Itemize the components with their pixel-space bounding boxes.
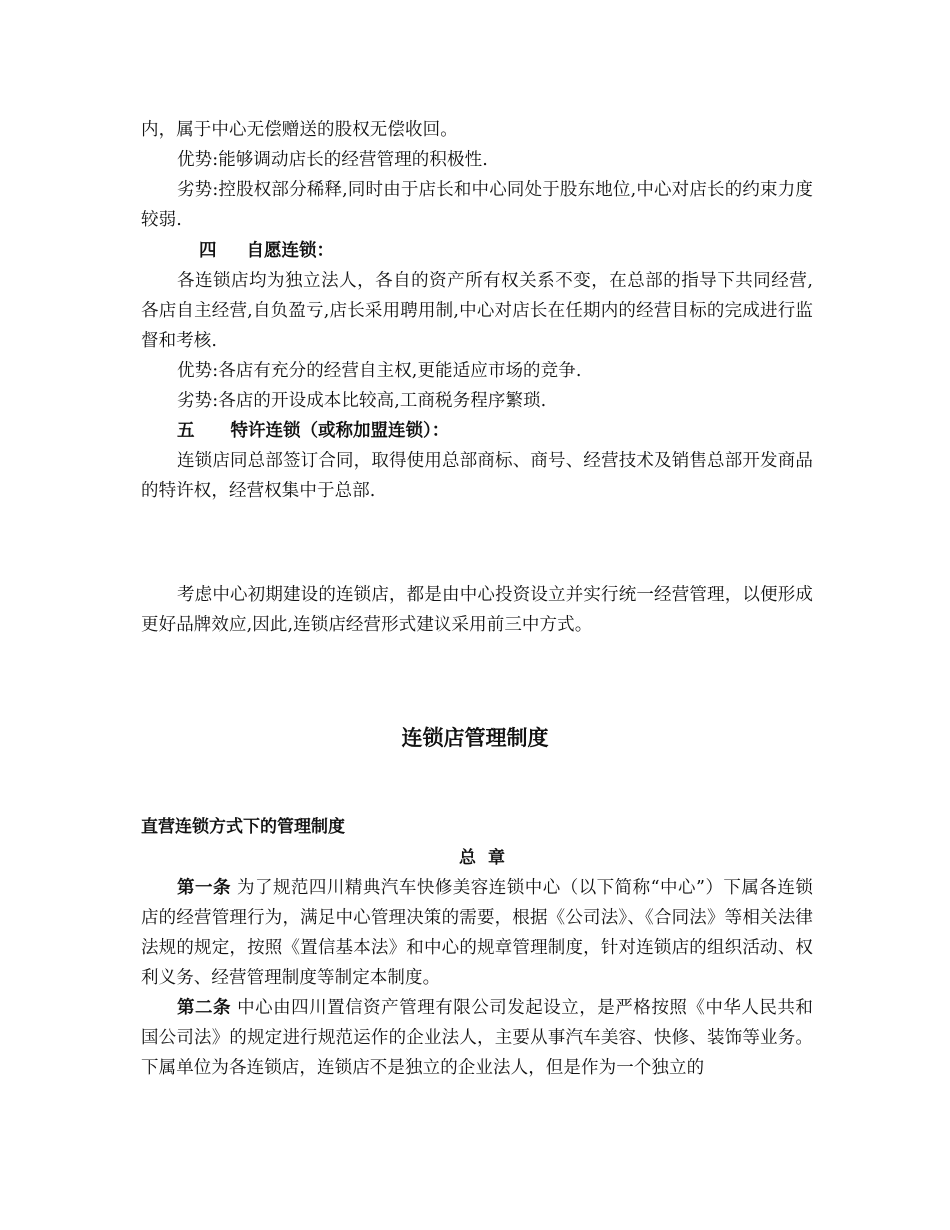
section-number: 五 — [177, 421, 195, 441]
chapter-title: 总章 — [459, 848, 517, 868]
paragraph-franchise-chain: 连锁店同总部签订合同，取得使用总部商标、商号、经营技术及销售总部开发商品的特许权，经营权集中于总部. — [141, 451, 813, 501]
paragraph-advantage-1: 优势:能够调动店长的经营管理的积极性. — [177, 150, 488, 170]
article-1-lead: 第一条 — [177, 878, 231, 898]
article-1-text: 为了规范四川精典汽车快修美容连锁中心（以下简称“中心”）下属各连锁店的经营管理行为，满足中心管理决策的需要，根据《公司法》、《合同法》等相关法律法规的规定，按照《置信基本法》和中心的规章管理制度，针对连锁店的组织活动、权利义务、经营管理制度等制定本制度。 — [141, 878, 813, 988]
section-title: 自愿连锁： — [246, 241, 334, 261]
article-2-lead: 第二条 — [177, 998, 232, 1018]
article-2 — [141, 993, 813, 1083]
paragraph-disadvantage-1: 劣势:控股权部分稀释,同时由于店长和中心同处于股东地位,中心对店长的约束力度较弱. — [141, 180, 813, 230]
paragraph-voluntary-chain: 各连锁店均为独立法人，各自的资产所有权关系不变，在总部的指导下共同经营,各店自主经营,自负盈亏,店长采用聘用制,中心对店长在任期内的经营目标的完成进行监督和考核. — [141, 271, 813, 351]
paragraph-recommendation: 考虑中心初期建设的连锁店，都是由中心投资设立并实行统一经营管理，以便形成更好品牌效应,因此,连锁店经营形式建议采用前三中方式。 — [141, 585, 813, 635]
section-heading-franchise-chain — [141, 416, 813, 446]
paragraph-disadvantage-2: 劣势:各店的开设成本比较高,工商税务程序繁琐. — [177, 391, 547, 411]
paragraph-advantage-2: 优势:各店有充分的经营自主权,更能适应市场的竞争. — [177, 361, 582, 381]
article-1 — [141, 873, 813, 993]
section-number: 四 — [199, 241, 217, 261]
section-heading-voluntary-chain — [141, 236, 813, 266]
article-2-text: 中心由四川置信资产管理有限公司发起设立，是严格按照《中华人民共和国公司法》的规定进行规范运作的企业法人，主要从事汽车美容、快修、装饰等业务。下属单位为各连锁店，连锁店不是独立的企业法人，但是作为一个独立的 — [141, 998, 813, 1078]
document-title: 连锁店管理制度 — [401, 726, 549, 750]
section-title: 特许连锁（或称加盟连锁）： — [230, 421, 450, 441]
section-subtitle: 直营连锁方式下的管理制度 — [141, 817, 345, 837]
paragraph-share-recovery: 内，属于中心无偿赠送的股权无偿收回。 — [141, 120, 458, 140]
